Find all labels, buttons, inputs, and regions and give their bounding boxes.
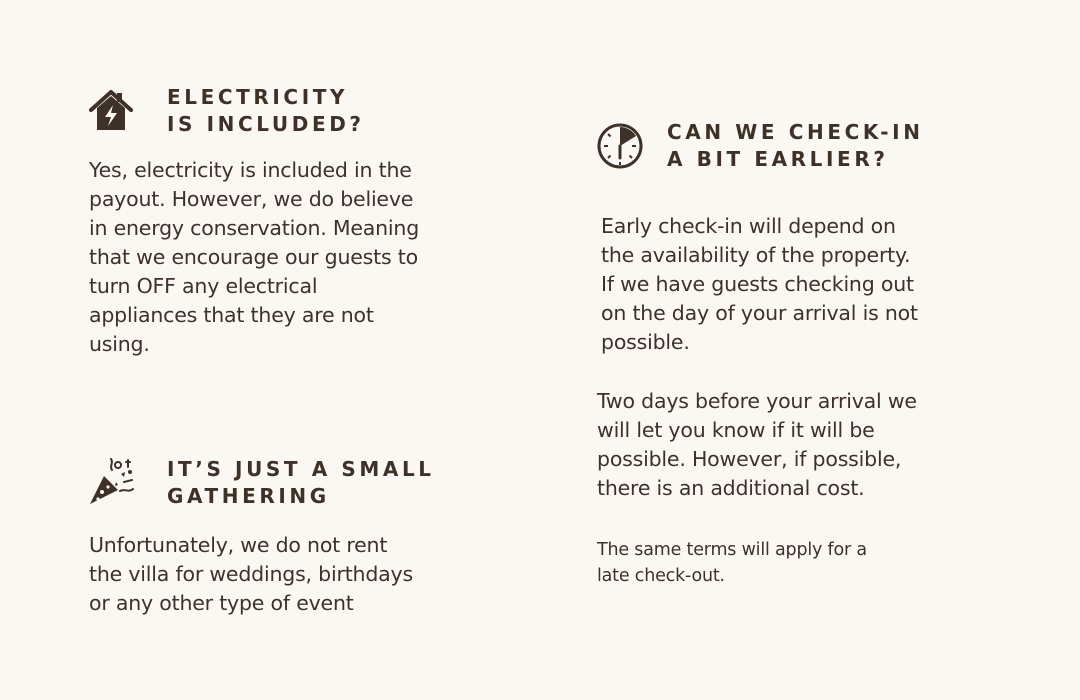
house-lightning-icon — [88, 88, 134, 132]
gathering-body: Unfortunately, we do not rent the villa for weddings, birthdays or any other type of event — [89, 533, 413, 615]
checkin-body-2: Two days before your arrival we will let you know if it will be possible. However, if possible, there is an additional cost. — [597, 389, 917, 500]
clock-icon — [596, 122, 644, 170]
electricity-heading: ELECTRICITY IS INCLUDED? — [167, 85, 365, 136]
checkin-body-1: Early check-in will depend on the availability of the property. If we have guests checking out on the day of your arrival is not possible. — [601, 214, 918, 354]
gathering-heading: IT’S JUST A SMALL GATHERING — [167, 457, 435, 508]
party-popper-icon — [88, 458, 136, 508]
checkin-body-3: The same terms will apply for a late check-out. — [597, 540, 867, 586]
checkin-heading: CAN WE CHECK-IN A BIT EARLIER? — [667, 120, 924, 171]
electricity-body: Yes, electricity is included in the payout. However, we do believe in energy conservation. Meaning that we encourage our guests to turn OFF any electrical appliances that they are not using. — [89, 158, 420, 356]
